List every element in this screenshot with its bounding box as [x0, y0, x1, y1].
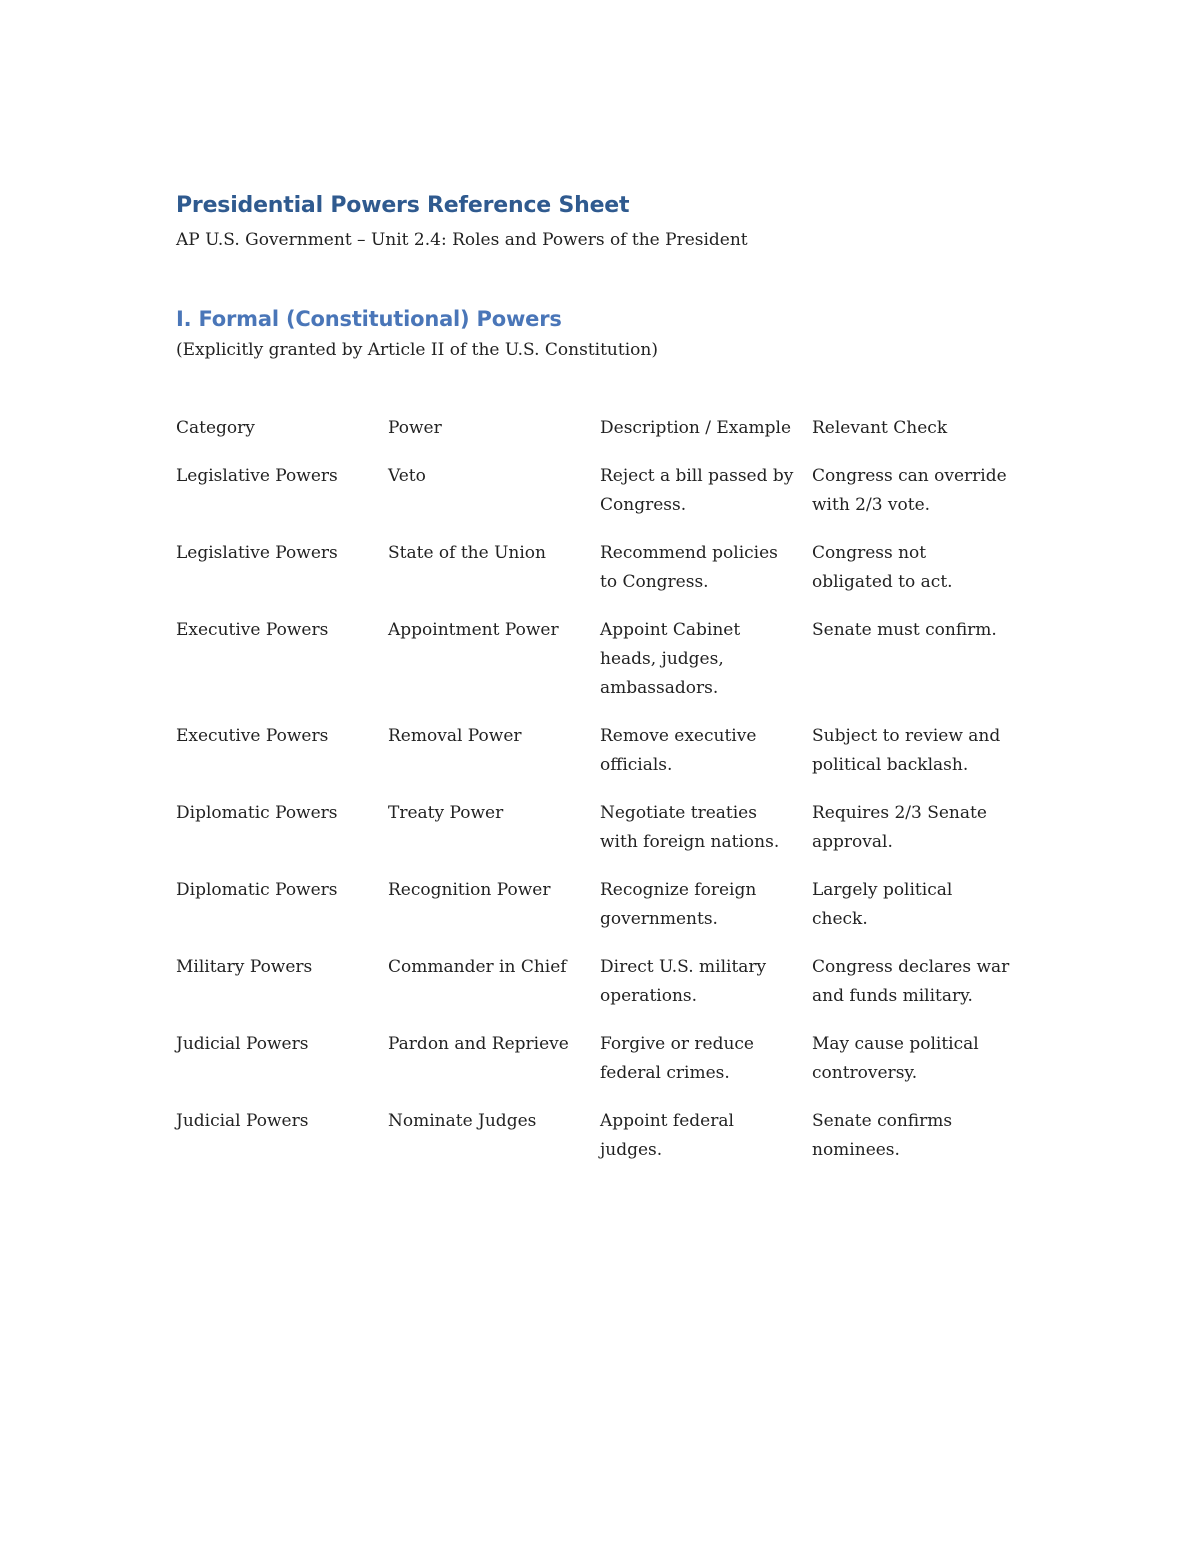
- cell-description: Recognize foreign governments.: [600, 880, 757, 929]
- cell-category: Diplomatic Powers: [176, 803, 338, 823]
- cell-category: Legislative Powers: [176, 543, 338, 563]
- cell-category: Legislative Powers: [176, 466, 338, 486]
- table-row: [176, 953, 1024, 1030]
- cell-check: Congress declares war and funds military.: [812, 957, 1010, 1006]
- cell-description: Reject a bill passed by Congress.: [600, 466, 794, 515]
- cell-power: Veto: [388, 466, 426, 486]
- table-row: [176, 616, 1024, 722]
- cell-description: Appoint federal judges.: [600, 1111, 734, 1160]
- table-row: [176, 799, 1024, 876]
- powers-table: [176, 414, 1024, 1184]
- cell-category: Diplomatic Powers: [176, 880, 338, 900]
- section-note: (Explicitly granted by Article II of the U.S. Constitution): [176, 340, 658, 360]
- header-category: Category: [176, 418, 255, 438]
- cell-power: Commander in Chief: [388, 957, 567, 977]
- cell-power: Recognition Power: [388, 880, 551, 900]
- cell-description: Appoint Cabinet heads, judges, ambassadors.: [600, 620, 741, 698]
- cell-description: Remove executive officials.: [600, 726, 757, 775]
- cell-power: Removal Power: [388, 726, 522, 746]
- cell-check: Subject to review and political backlash.: [812, 726, 1001, 775]
- cell-check: Senate confirms nominees.: [812, 1111, 953, 1160]
- cell-category: Executive Powers: [176, 726, 329, 746]
- header-description: Description / Example: [600, 418, 792, 438]
- cell-category: Executive Powers: [176, 620, 329, 640]
- cell-check: May cause political controversy.: [812, 1034, 979, 1083]
- cell-category: Military Powers: [176, 957, 313, 977]
- cell-power: Appointment Power: [388, 620, 559, 640]
- cell-power: Pardon and Reprieve: [388, 1034, 569, 1054]
- cell-power: Treaty Power: [388, 803, 504, 823]
- table-row: [176, 1107, 1024, 1184]
- cell-description: Negotiate treaties with foreign nations.: [600, 803, 780, 852]
- cell-check: Senate must confirm.: [812, 620, 997, 640]
- cell-power: Nominate Judges: [388, 1111, 537, 1131]
- document-title: Presidential Powers Reference Sheet: [176, 193, 630, 218]
- table-row: [176, 1030, 1024, 1107]
- document-page: [176, 190, 1036, 1184]
- cell-description: Direct U.S. military operations.: [600, 957, 767, 1006]
- header-power: Power: [388, 418, 442, 438]
- cell-description: Forgive or reduce federal crimes.: [600, 1034, 754, 1083]
- table-row: [176, 876, 1024, 953]
- cell-check: Congress not obligated to act.: [812, 543, 953, 592]
- table-row: [176, 462, 1024, 539]
- cell-check: Congress can override with 2/3 vote.: [812, 466, 1007, 515]
- table-row: [176, 722, 1024, 799]
- cell-category: Judicial Powers: [176, 1034, 309, 1054]
- header-check: Relevant Check: [812, 418, 948, 438]
- section-heading: I. Formal (Constitutional) Powers: [176, 307, 562, 331]
- cell-check: Requires 2/3 Senate approval.: [812, 803, 987, 852]
- cell-category: Judicial Powers: [176, 1111, 309, 1131]
- cell-power: State of the Union: [388, 543, 546, 563]
- table-row: [176, 539, 1024, 616]
- document-subtitle: AP U.S. Government – Unit 2.4: Roles and Powers of the President: [176, 230, 748, 250]
- cell-description: Recommend policies to Congress.: [600, 543, 778, 592]
- table-header-row: [176, 414, 1024, 462]
- cell-check: Largely political check.: [812, 880, 953, 929]
